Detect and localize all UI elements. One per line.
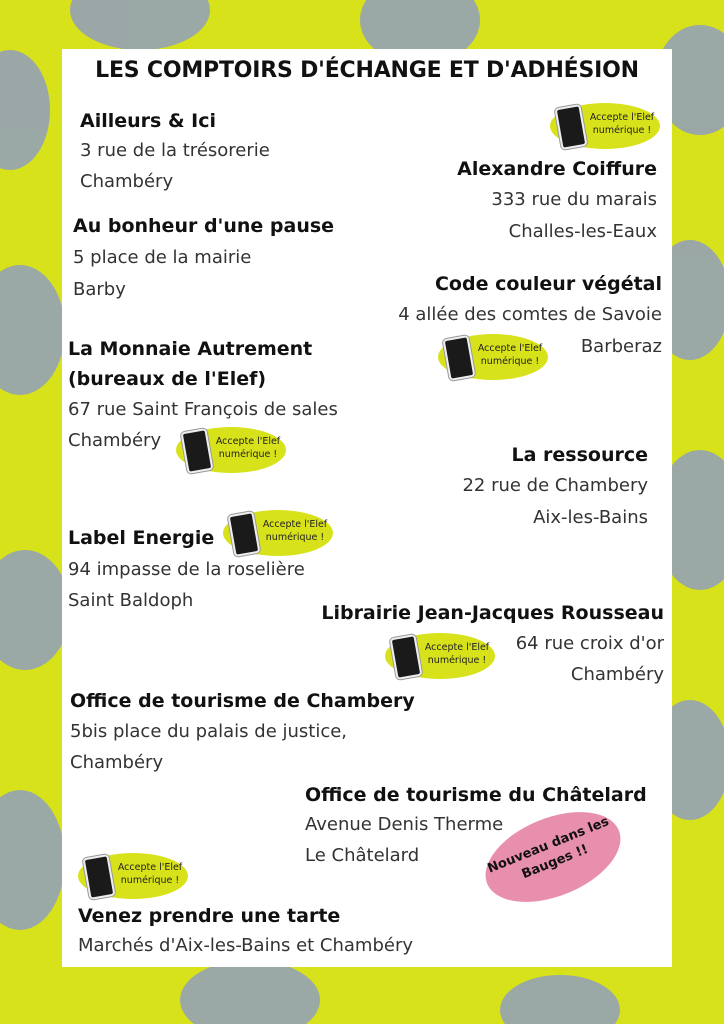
place-city: Le Châtelard [305, 845, 420, 866]
place-name: Venez prendre une tarte [78, 905, 341, 927]
place-address: 5bis place du palais de justice, [70, 721, 348, 742]
place-address: Marchés d'Aix-les-Bains et Chambéry [78, 935, 414, 956]
place-name: Alexandre Coiffure [457, 158, 657, 180]
place-address: 94 impasse de la roselière [68, 559, 305, 580]
place-address: 5 place de la mairie [73, 247, 252, 268]
elephant-icon [0, 790, 65, 930]
elephant-icon [70, 0, 210, 50]
place-address: 333 rue du marais [491, 189, 657, 210]
elephant-icon [0, 265, 65, 395]
elef-badge: Accepte l'Elef numérique ! [78, 853, 188, 899]
place-city: Challes-les-Eaux [508, 221, 657, 242]
place-city: Chambéry [70, 752, 164, 773]
place-name: Office de tourisme du Châtelard [305, 784, 647, 806]
place-address: 67 rue Saint François de sales [68, 399, 338, 420]
place-name: Au bonheur d'une pause [73, 215, 335, 237]
place-name: Librairie Jean-Jacques Rousseau [321, 602, 664, 624]
place-city: Chambéry [570, 664, 664, 685]
place-address: 4 allée des comtes de Savoie [398, 304, 662, 325]
place-city: Barberaz [580, 336, 662, 357]
elef-badge: Accepte l'Elef numérique ! [176, 427, 286, 473]
elef-badge: Accepte l'Elef numérique ! [438, 334, 548, 380]
place-city: Barby [73, 279, 126, 300]
elef-badge: Accepte l'Elef numérique ! [223, 510, 333, 556]
place-city: Chambéry [80, 171, 174, 192]
elef-badge: Accepte l'Elef numérique ! [550, 103, 660, 149]
page-title: LES COMPTOIRS D'ÉCHANGE ET D'ADHÉSION [95, 58, 639, 83]
place-name-note: (bureaux de l'Elef) [68, 368, 267, 390]
elephant-icon [0, 550, 70, 670]
place-city: Aix-les-Bains [533, 507, 648, 528]
elephant-icon [500, 975, 620, 1024]
elephant-icon [180, 960, 320, 1024]
place-name: La Monnaie Autrement [68, 338, 313, 360]
place-name: Code couleur végétal [434, 273, 662, 295]
place-name: Ailleurs & Ici [80, 110, 216, 132]
new-badge: Nouveau dans les Bauges !! [473, 794, 634, 920]
place-address: 3 rue de la trésorerie [80, 140, 270, 161]
place-city: Saint Baldoph [68, 590, 194, 611]
place-city: Chambéry [68, 430, 162, 451]
place-address: Avenue Denis Therme [305, 814, 504, 835]
place-name: La ressource [511, 444, 648, 466]
place-name: Label Energie [68, 527, 215, 549]
place-address: 64 rue croix d'or [515, 633, 664, 654]
place-name: Office de tourisme de Chambery [70, 690, 415, 712]
elephant-icon [0, 50, 50, 170]
place-address: 22 rue de Chambery [462, 475, 648, 496]
elef-badge: Accepte l'Elef numérique ! [385, 633, 495, 679]
